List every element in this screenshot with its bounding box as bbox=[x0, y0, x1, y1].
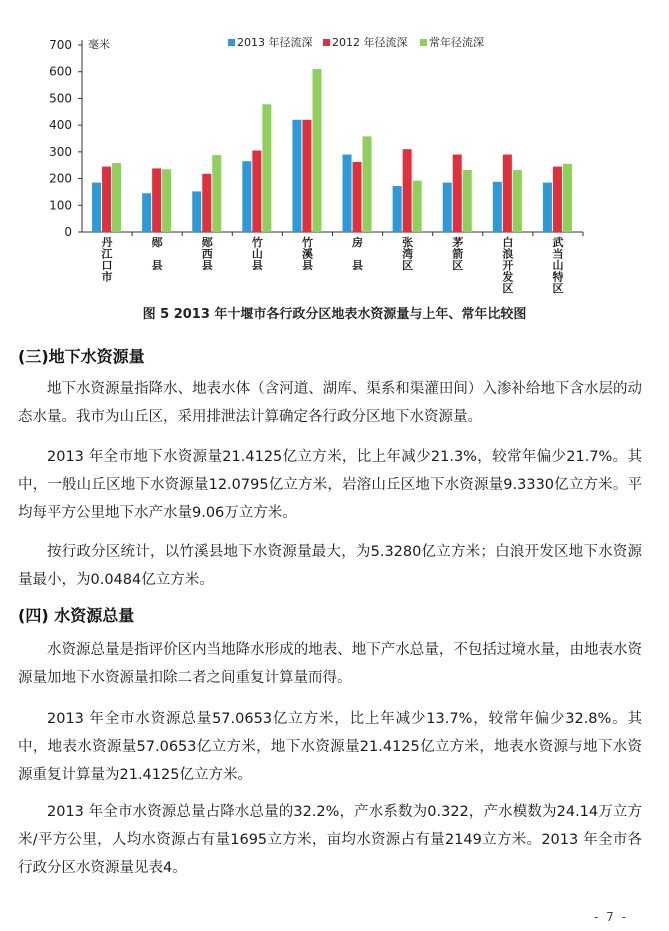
section3-paragraph-2: 2013 年全市地下水资源量21.4125亿立方米，比上年减少21.3%，较常年偏少21.7%。其中，一般山丘区地下水资源量12.0795亿立方米，岩溶山丘区地下水资源量9.3330亿立方米。平均每平方公里地下水产水量9.06万立方米。 bbox=[18, 449, 642, 521]
x-tick-label: 竹山县 bbox=[251, 236, 263, 272]
bar bbox=[413, 181, 422, 232]
y-tick-label: 300 bbox=[49, 144, 72, 159]
bar bbox=[262, 104, 271, 232]
x-tick-label: 竹溪县 bbox=[301, 236, 313, 272]
y-tick-label: 700 bbox=[49, 38, 72, 52]
bar bbox=[312, 69, 321, 232]
bar bbox=[112, 163, 121, 232]
bar bbox=[493, 182, 502, 232]
y-tick-label: 400 bbox=[49, 118, 72, 133]
bar bbox=[152, 168, 161, 232]
bar bbox=[463, 170, 472, 232]
bar bbox=[192, 191, 201, 232]
bar bbox=[92, 183, 101, 232]
bar bbox=[403, 149, 412, 232]
x-tick-label: 郧县 bbox=[151, 236, 163, 272]
runoff-bar-chart bbox=[0, 0, 669, 300]
section3-paragraph-1: 地下水资源量指降水、地表水体（含河道、湖库、渠系和渠灌田间）入渗补给地下含水层的动态水量。我市为山丘区，采用排泄法计算确定各行政分区地下水资源量。 bbox=[18, 381, 642, 425]
x-tick-label: 茅箭区 bbox=[452, 236, 464, 272]
unit-label: 毫米 bbox=[88, 38, 110, 51]
bar bbox=[242, 161, 251, 232]
bars bbox=[92, 69, 583, 236]
bar bbox=[102, 167, 111, 232]
bar bbox=[353, 162, 362, 232]
legend-label: 常年径流深 bbox=[429, 36, 484, 49]
section3-heading: (三)地下水资源量 bbox=[18, 347, 145, 366]
legend-swatch bbox=[323, 39, 330, 46]
bar bbox=[292, 120, 301, 232]
legend-swatch bbox=[228, 39, 235, 46]
bar bbox=[142, 193, 151, 232]
bar bbox=[393, 186, 402, 232]
y-tick-label: 100 bbox=[49, 198, 72, 213]
legend-label: 2012 年径流深 bbox=[332, 36, 408, 49]
y-tick-label: 0 bbox=[64, 225, 72, 239]
page-number: - 7 - bbox=[594, 910, 628, 924]
bar bbox=[202, 174, 211, 232]
section4-paragraph-3: 2013 年全市水资源总量占降水总量的32.2%，产水系数为0.322，产水模数为24.14万立方米/平方公里，人均水资源占有量1695立方米，亩均水资源占有量2149立方米。2013 年全市各行政分区水资源量见表4。 bbox=[18, 804, 642, 876]
bar bbox=[543, 183, 552, 232]
bar bbox=[302, 120, 311, 232]
y-tick-label: 500 bbox=[49, 91, 72, 106]
x-tick-label: 丹江口市 bbox=[101, 236, 113, 284]
bar bbox=[252, 151, 261, 232]
bar bbox=[553, 167, 562, 232]
bar bbox=[343, 155, 352, 232]
y-tick-label: 200 bbox=[49, 171, 72, 186]
bar bbox=[513, 170, 522, 232]
legend-swatch bbox=[420, 39, 427, 46]
y-tick-label: 600 bbox=[49, 64, 72, 79]
section4-paragraph-2: 2013 年全市水资源总量57.0653亿立方米，比上年减少13.7%，较常年偏少32.8%。其中，地表水资源量57.0653亿立方米，地下水资源量21.4125亿立方米，地表水资源与地下水资源重复计算量为21.4125亿立方米。 bbox=[18, 711, 642, 783]
bar bbox=[503, 155, 512, 232]
bar bbox=[563, 164, 572, 232]
section3-paragraph-3: 按行政分区统计，以竹溪县地下水资源量最大，为5.3280亿立方米；白浪开发区地下水资源量最小，为0.0484亿立方米。 bbox=[18, 544, 642, 588]
x-tick-label: 武当山特区 bbox=[552, 236, 564, 295]
bar bbox=[212, 155, 221, 232]
bar bbox=[453, 155, 462, 232]
x-tick-label: 郧西县 bbox=[201, 236, 213, 272]
x-tick-label: 房县 bbox=[352, 236, 364, 272]
section4-paragraph-1: 水资源总量是指评价区内当地降水形成的地表、地下产水总量，不包括过境水量，由地表水资源量加地下水资源量扣除二者之间重复计算量而得。 bbox=[18, 642, 642, 686]
chart-legend bbox=[228, 35, 484, 49]
x-tick-label: 白浪开发区 bbox=[502, 236, 514, 295]
x-tick-label: 张湾区 bbox=[402, 236, 414, 272]
x-axis-labels bbox=[101, 235, 564, 295]
bar bbox=[443, 183, 452, 232]
legend-label: 2013 年径流深 bbox=[237, 36, 313, 49]
bar bbox=[162, 169, 171, 232]
section4-heading: (四) 水资源总量 bbox=[18, 606, 135, 625]
bar bbox=[363, 136, 372, 232]
figure-caption: 图 5 2013 年十堰市各行政分区地表水资源量与上年、常年比较图 bbox=[142, 307, 527, 322]
